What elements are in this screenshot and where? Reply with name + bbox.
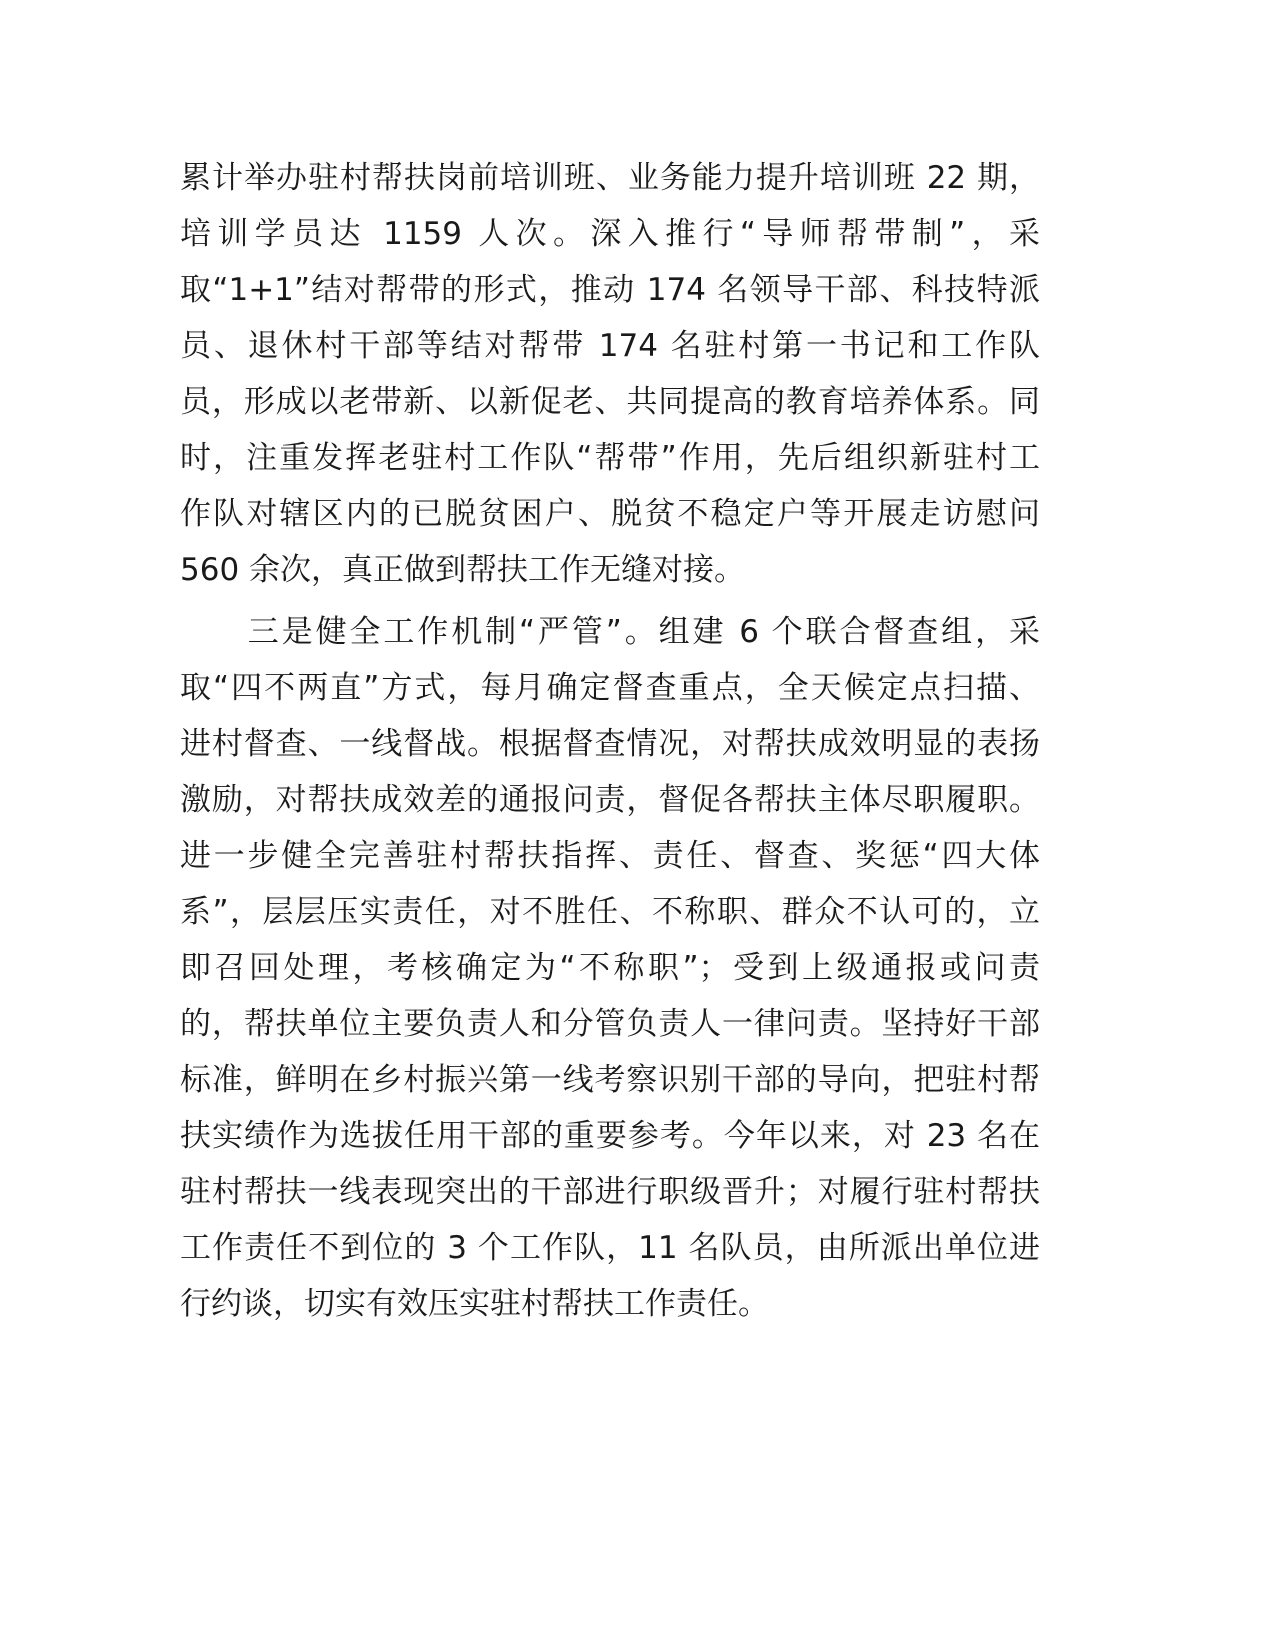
text-line: 行约谈，切实有效压实驻村帮扶工作责任。 [180,1286,769,1322]
document-page [180,150,1040,1332]
text-line: 标准，鲜明在乡村振兴第一线考察识别干部的导向，把驻村帮 [180,1062,1040,1098]
text-line: 进村督查、一线督战。根据督查情况，对帮扶成效明显的表扬 [180,726,1040,762]
text-line: 560 余次，真正做到帮扶工作无缝对接。 [180,552,746,588]
paragraph-mechanism [180,604,1040,1332]
text-line: 系”，层层压实责任，对不胜任、不称职、群众不认可的，立 [180,894,1040,930]
text-line: 扶实绩作为选拔任用干部的重要参考。今年以来，对 23 名在 [180,1118,1040,1154]
text-line: 三是健全工作机制“严管”。组建 6 个联合督查组，采 [180,614,1040,650]
text-line: 累计举办驻村帮扶岗前培训班、业务能力提升培训班 22 期， [180,160,1040,196]
text-line: 取“四不两直”方式，每月确定督查重点，全天候定点扫描、 [180,670,1040,706]
text-line: 工作责任不到位的 3 个工作队，11 名队员，由所派出单位进 [180,1230,1040,1266]
text-line: 的，帮扶单位主要负责人和分管负责人一律问责。坚持好干部 [180,1006,1040,1042]
text-line: 取“1+1”结对帮带的形式，推动 174 名领导干部、科技特派 [180,272,1040,308]
text-line: 进一步健全完善驻村帮扶指挥、责任、督查、奖惩“四大体 [180,838,1040,874]
text-line: 时，注重发挥老驻村工作队“帮带”作用，先后组织新驻村工 [180,440,1040,476]
text-line: 驻村帮扶一线表现突出的干部进行职级晋升；对履行驻村帮扶 [180,1174,1040,1210]
text-line: 激励，对帮扶成效差的通报问责，督促各帮扶主体尽职履职。 [180,782,1040,818]
text-line: 培训学员达 1159 人次。深入推行“导师帮带制”，采 [180,216,1040,252]
paragraph-training [180,150,1040,598]
text-line: 即召回处理，考核确定为“不称职”；受到上级通报或问责 [180,950,1040,986]
text-line: 员、退休村干部等结对帮带 174 名驻村第一书记和工作队 [180,328,1040,364]
text-line: 员，形成以老带新、以新促老、共同提高的教育培养体系。同 [180,384,1040,420]
text-line: 作队对辖区内的已脱贫困户、脱贫不稳定户等开展走访慰问 [180,496,1040,532]
